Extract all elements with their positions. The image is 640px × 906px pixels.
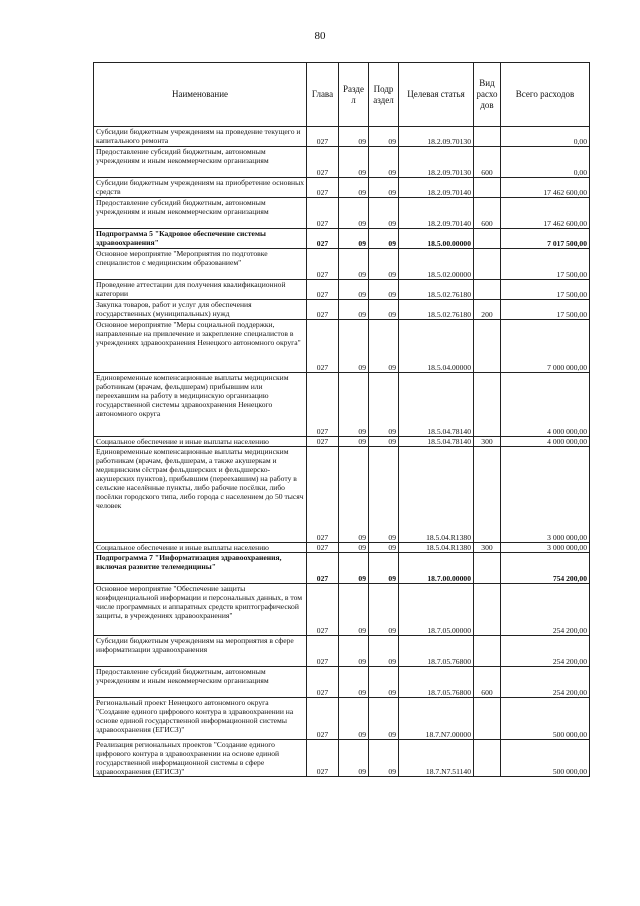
row-type [474, 447, 501, 543]
row-target: 18.5.00.00000 [399, 229, 474, 249]
header-name: Наименование [94, 63, 307, 127]
row-target: 18.5.04.78140 [399, 437, 474, 447]
row-section: 09 [339, 584, 369, 636]
row-subsection: 09 [369, 553, 399, 584]
row-chapter: 027 [307, 553, 339, 584]
row-target: 18.2.09.70130 [399, 147, 474, 178]
row-section: 09 [339, 147, 369, 178]
row-total: 754 200,00 [501, 553, 590, 584]
row-target: 18.5.02.76180 [399, 280, 474, 300]
row-chapter: 027 [307, 320, 339, 373]
row-section: 09 [339, 229, 369, 249]
row-chapter: 027 [307, 447, 339, 543]
row-chapter: 027 [307, 280, 339, 300]
row-target: 18.7.05.76800 [399, 636, 474, 667]
row-name: Предоставление субсидий бюджетным, автономным учреждениям и иным некоммерческим организациям [94, 667, 307, 698]
row-subsection: 09 [369, 127, 399, 147]
row-subsection: 09 [369, 280, 399, 300]
header-target: Целевая статья [399, 63, 474, 127]
row-total: 254 200,00 [501, 636, 590, 667]
table-row [94, 147, 590, 178]
row-total: 7 000 000,00 [501, 320, 590, 373]
table-row [94, 698, 590, 740]
row-subsection: 09 [369, 147, 399, 178]
row-chapter: 027 [307, 740, 339, 777]
table-row [94, 249, 590, 280]
table-row [94, 127, 590, 147]
row-section: 09 [339, 740, 369, 777]
header-chapter: Глава [307, 63, 339, 127]
row-subsection: 09 [369, 249, 399, 280]
row-total: 254 200,00 [501, 584, 590, 636]
header-total: Всего расходов [501, 63, 590, 127]
row-target: 18.5.04.R1380 [399, 447, 474, 543]
row-target: 18.2.09.70130 [399, 127, 474, 147]
row-name: Закупка товаров, работ и услуг для обеспечения государственных (муниципальных) нужд [94, 300, 307, 320]
table-header-row [94, 63, 590, 127]
row-section: 09 [339, 636, 369, 667]
row-section: 09 [339, 437, 369, 447]
row-type [474, 740, 501, 777]
row-section: 09 [339, 543, 369, 553]
row-section: 09 [339, 447, 369, 543]
row-name: Субсидии бюджетным учреждениям на приобретение основных средств [94, 178, 307, 198]
row-name: Региональный проект Ненецкого автономного округа "Создание единого цифрового контура в здравоохранении на основе единой государственной информационной системы здравоохранения (ЕГИСЗ)" [94, 698, 307, 740]
table-row [94, 280, 590, 300]
header-subsection: Подр аздел [369, 63, 399, 127]
row-total: 0,00 [501, 147, 590, 178]
row-subsection: 09 [369, 447, 399, 543]
row-chapter: 027 [307, 584, 339, 636]
row-total: 7 017 500,00 [501, 229, 590, 249]
table-row [94, 178, 590, 198]
row-chapter: 027 [307, 300, 339, 320]
table-row [94, 373, 590, 437]
row-chapter: 027 [307, 636, 339, 667]
row-name: Субсидии бюджетным учреждениям на проведение текущего и капитального ремонта [94, 127, 307, 147]
row-name: Субсидии бюджетным учреждениям на мероприятия в сфере информатизации здравоохранения [94, 636, 307, 667]
row-target: 18.7.00.00000 [399, 553, 474, 584]
row-section: 09 [339, 249, 369, 280]
row-target: 18.5.04.R1380 [399, 543, 474, 553]
row-type [474, 178, 501, 198]
row-total: 500 000,00 [501, 740, 590, 777]
row-subsection: 09 [369, 373, 399, 437]
table-row [94, 447, 590, 543]
row-target: 18.7.N7.51140 [399, 740, 474, 777]
row-subsection: 09 [369, 437, 399, 447]
row-total: 0,00 [501, 127, 590, 147]
row-target: 18.5.02.76180 [399, 300, 474, 320]
row-chapter: 027 [307, 127, 339, 147]
row-type: 600 [474, 198, 501, 229]
budget-table [93, 62, 590, 777]
row-subsection: 09 [369, 584, 399, 636]
row-type: 600 [474, 667, 501, 698]
row-total: 3 000 000,00 [501, 543, 590, 553]
row-target: 18.2.09.70140 [399, 178, 474, 198]
table-row [94, 584, 590, 636]
row-subsection: 09 [369, 198, 399, 229]
table-body [94, 127, 590, 777]
row-total: 17 500,00 [501, 249, 590, 280]
row-subsection: 09 [369, 698, 399, 740]
table-row [94, 320, 590, 373]
row-total: 4 000 000,00 [501, 437, 590, 447]
table-row [94, 300, 590, 320]
row-chapter: 027 [307, 667, 339, 698]
row-section: 09 [339, 373, 369, 437]
row-name: Предоставление субсидий бюджетным, автономным учреждениям и иным некоммерческим организациям [94, 198, 307, 229]
row-target: 18.7.05.00000 [399, 584, 474, 636]
row-name: Предоставление субсидий бюджетным, автономным учреждениям и иным некоммерческим организациям [94, 147, 307, 178]
row-section: 09 [339, 300, 369, 320]
row-name: Проведение аттестации для получения квалификационной категории [94, 280, 307, 300]
row-chapter: 027 [307, 437, 339, 447]
row-subsection: 09 [369, 320, 399, 373]
row-name: Основное мероприятие "Обеспечение защиты конфиденциальной информации и персональных данных, в том числе программных и аппаратных средств криптографической защиты, в учреждениях здравоохранения" [94, 584, 307, 636]
table-row [94, 553, 590, 584]
row-chapter: 027 [307, 249, 339, 280]
row-total: 17 500,00 [501, 300, 590, 320]
row-total: 4 000 000,00 [501, 373, 590, 437]
row-chapter: 027 [307, 198, 339, 229]
header-section: Разде л [339, 63, 369, 127]
header-type: Вид расхо дов [474, 63, 501, 127]
row-section: 09 [339, 553, 369, 584]
row-name: Основное мероприятие "Мероприятия по подготовке специалистов с медицинским образованием" [94, 249, 307, 280]
row-type [474, 229, 501, 249]
row-subsection: 09 [369, 229, 399, 249]
row-type [474, 320, 501, 373]
row-type: 200 [474, 300, 501, 320]
row-subsection: 09 [369, 740, 399, 777]
row-total: 17 462 600,00 [501, 198, 590, 229]
row-type [474, 553, 501, 584]
page-number: 80 [314, 30, 326, 42]
table-row [94, 198, 590, 229]
row-chapter: 027 [307, 147, 339, 178]
row-type [474, 280, 501, 300]
table-row [94, 667, 590, 698]
row-section: 09 [339, 667, 369, 698]
row-name: Подпрограмма 7 "Информатизация здравоохранения, включая развитие телемедицины" [94, 553, 307, 584]
row-target: 18.5.02.00000 [399, 249, 474, 280]
row-name: Социальное обеспечение и иные выплаты населению [94, 543, 307, 553]
row-target: 18.7.N7.00000 [399, 698, 474, 740]
row-subsection: 09 [369, 636, 399, 667]
row-total: 500 000,00 [501, 698, 590, 740]
table-row [94, 229, 590, 249]
row-chapter: 027 [307, 178, 339, 198]
row-name: Единовременные компенсационные выплаты медицинским работникам (врачам, фельдшерам, а также акушеркам и медицинским сёстрам фельдшерских и фельдшерско-акушерских пунктов), прибывшим (переехавшим) на работу в сельские населённые пункты, либо рабочие посёлки, либо посёлки городского типа, либо города с населением до 50 тысяч человек [94, 447, 307, 543]
row-type [474, 249, 501, 280]
row-name: Основное мероприятие "Меры социальной поддержки, направленные на привлечение и закрепление специалистов в учреждениях здравоохранения Ненецкого автономного округа" [94, 320, 307, 373]
row-type: 300 [474, 437, 501, 447]
row-section: 09 [339, 698, 369, 740]
row-section: 09 [339, 178, 369, 198]
row-type [474, 698, 501, 740]
row-subsection: 09 [369, 667, 399, 698]
row-chapter: 027 [307, 698, 339, 740]
row-total: 17 500,00 [501, 280, 590, 300]
row-type: 300 [474, 543, 501, 553]
row-target: 18.7.05.76800 [399, 667, 474, 698]
row-subsection: 09 [369, 543, 399, 553]
row-section: 09 [339, 320, 369, 373]
row-type [474, 373, 501, 437]
row-total: 3 000 000,00 [501, 447, 590, 543]
row-type [474, 127, 501, 147]
row-target: 18.5.04.78140 [399, 373, 474, 437]
row-name: Единовременные компенсационные выплаты медицинским работникам (врачам, фельдшерам) прибывшим или переехавшим на работу в медицинскую организацию государственной системы здравоохранения Ненецкого автономного округа [94, 373, 307, 437]
table-row [94, 740, 590, 777]
row-name: Реализация региональных проектов "Создание единого цифрового контура в здравоохранении на основе единой государственной информационной системы в сфере здравоохранения (ЕГИСЗ)" [94, 740, 307, 777]
row-subsection: 09 [369, 178, 399, 198]
row-subsection: 09 [369, 300, 399, 320]
row-type [474, 636, 501, 667]
row-chapter: 027 [307, 543, 339, 553]
row-chapter: 027 [307, 229, 339, 249]
row-total: 17 462 600,00 [501, 178, 590, 198]
row-chapter: 027 [307, 373, 339, 437]
row-target: 18.5.04.00000 [399, 320, 474, 373]
row-type [474, 584, 501, 636]
table-row [94, 636, 590, 667]
row-section: 09 [339, 127, 369, 147]
table-row [94, 543, 590, 553]
row-type: 600 [474, 147, 501, 178]
row-total: 254 200,00 [501, 667, 590, 698]
table-row [94, 437, 590, 447]
row-target: 18.2.09.70140 [399, 198, 474, 229]
row-section: 09 [339, 280, 369, 300]
row-section: 09 [339, 198, 369, 229]
row-name: Социальное обеспечение и иные выплаты населению [94, 437, 307, 447]
row-name: Подпрограмма 5 "Кадровое обеспечение системы здравоохранения" [94, 229, 307, 249]
